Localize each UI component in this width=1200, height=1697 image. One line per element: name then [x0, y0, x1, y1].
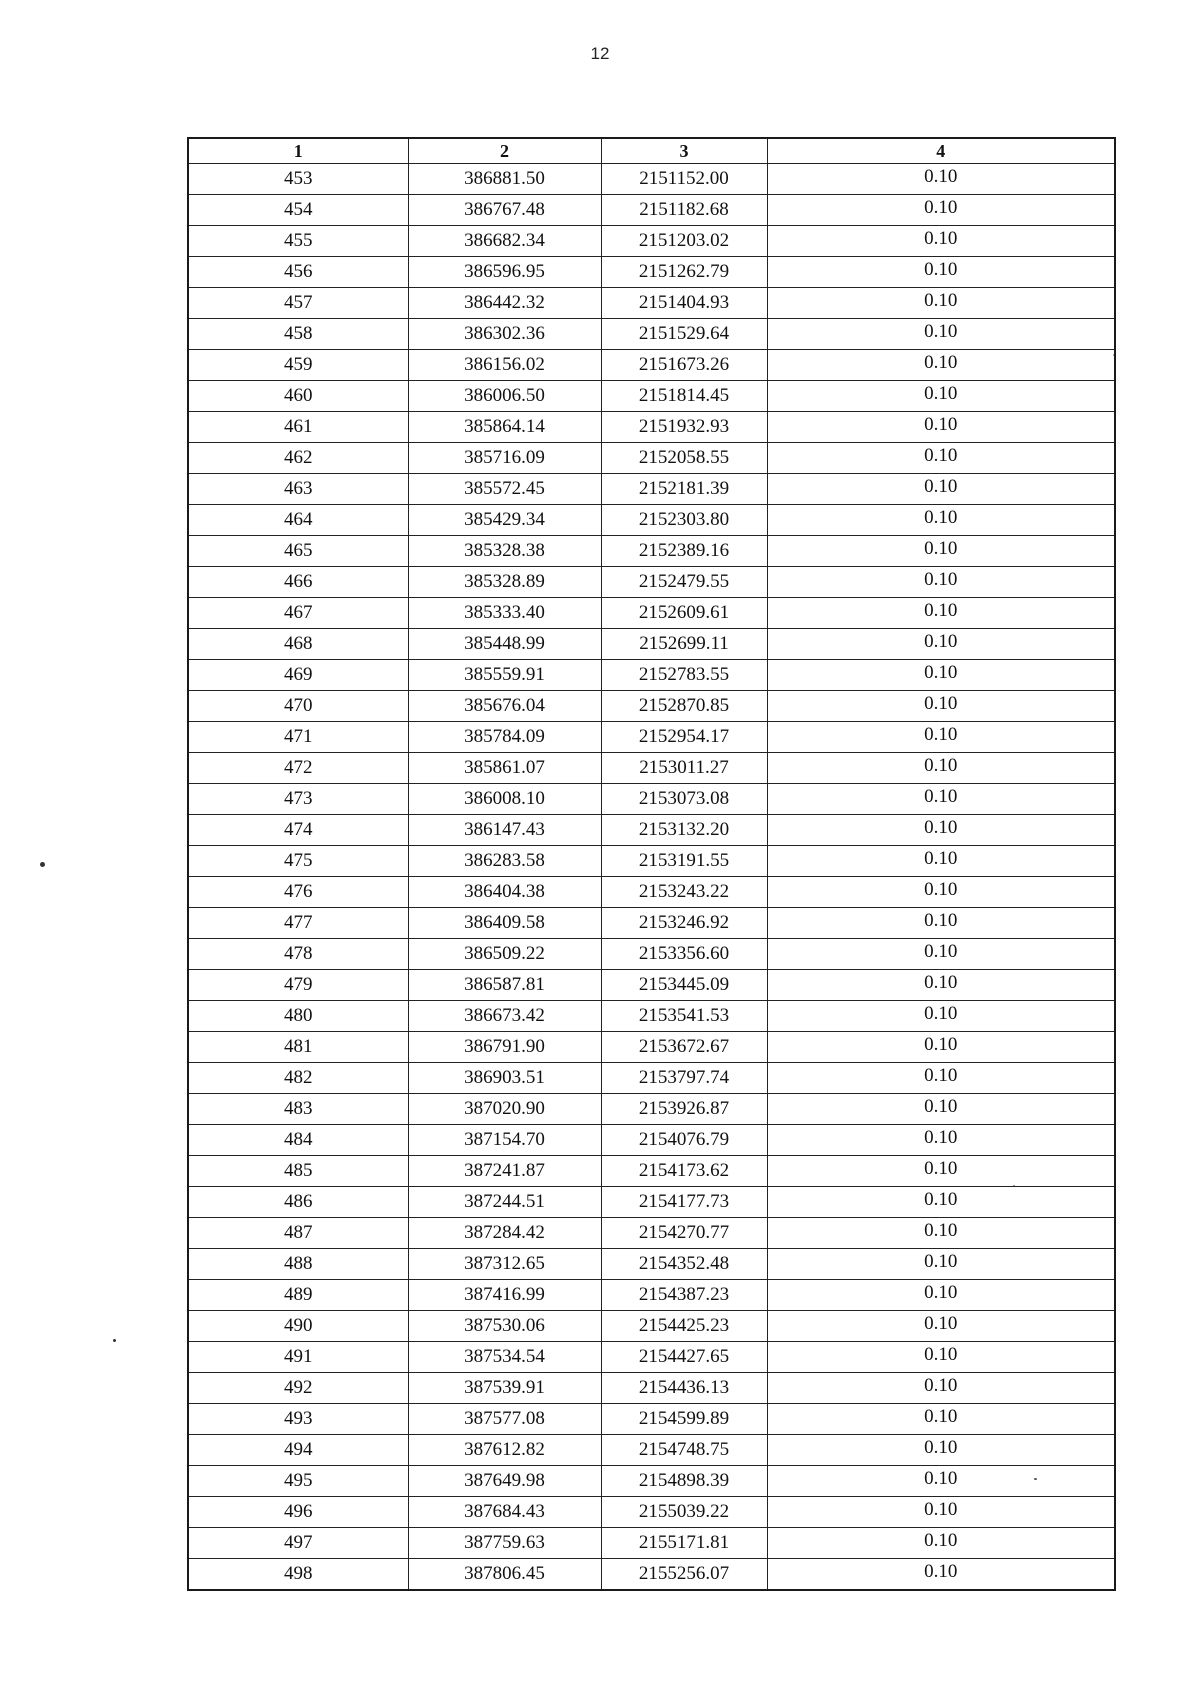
- table-row: [188, 1342, 1115, 1373]
- value-cell: 0.10: [767, 164, 1115, 195]
- point-number-cell: 464: [188, 505, 408, 536]
- value-cell: 0.10: [767, 567, 1115, 598]
- coordinate-x-cell: 385333.40: [408, 598, 601, 629]
- point-number-cell: 490: [188, 1311, 408, 1342]
- coordinate-y-cell: 2152609.61: [601, 598, 767, 629]
- table-row: [188, 1063, 1115, 1094]
- value-cell: 0.10: [767, 908, 1115, 939]
- point-number-cell: 494: [188, 1435, 408, 1466]
- value-cell: 0.10: [767, 257, 1115, 288]
- coordinate-x-cell: 387612.82: [408, 1435, 601, 1466]
- value-cell: 0.10: [767, 1528, 1115, 1559]
- coordinate-y-cell: 2155039.22: [601, 1497, 767, 1528]
- table-row: [188, 815, 1115, 846]
- table-row: [188, 505, 1115, 536]
- point-number-cell: 497: [188, 1528, 408, 1559]
- coordinate-y-cell: 2151404.93: [601, 288, 767, 319]
- point-number-cell: 473: [188, 784, 408, 815]
- coordinate-x-cell: 387577.08: [408, 1404, 601, 1435]
- value-cell: 0.10: [767, 1187, 1115, 1218]
- value-cell: 0.10: [767, 722, 1115, 753]
- coordinate-y-cell: 2154436.13: [601, 1373, 767, 1404]
- point-number-cell: 484: [188, 1125, 408, 1156]
- point-number-cell: 487: [188, 1218, 408, 1249]
- coordinate-x-cell: 385328.89: [408, 567, 601, 598]
- coordinate-y-cell: 2152783.55: [601, 660, 767, 691]
- value-cell: 0.10: [767, 1249, 1115, 1280]
- value-cell: 0.10: [767, 970, 1115, 1001]
- point-number-cell: 457: [188, 288, 408, 319]
- coordinate-x-cell: 386881.50: [408, 164, 601, 195]
- table-header: [188, 138, 1115, 164]
- coordinate-x-cell: 387534.54: [408, 1342, 601, 1373]
- point-number-cell: 460: [188, 381, 408, 412]
- coordinate-y-cell: 2152870.85: [601, 691, 767, 722]
- coordinate-y-cell: 2152303.80: [601, 505, 767, 536]
- point-number-cell: 458: [188, 319, 408, 350]
- coordinate-x-cell: 386791.90: [408, 1032, 601, 1063]
- coordinate-x-cell: 387806.45: [408, 1559, 601, 1591]
- table-row: [188, 1528, 1115, 1559]
- coordinate-y-cell: 2152058.55: [601, 443, 767, 474]
- coordinate-x-cell: 386442.32: [408, 288, 601, 319]
- table-row: [188, 1001, 1115, 1032]
- coordinate-y-cell: 2151932.93: [601, 412, 767, 443]
- value-cell: 0.10: [767, 877, 1115, 908]
- coordinate-y-cell: 2151529.64: [601, 319, 767, 350]
- point-number-cell: 467: [188, 598, 408, 629]
- table-row: [188, 970, 1115, 1001]
- point-number-cell: 456: [188, 257, 408, 288]
- value-cell: 0.10: [767, 691, 1115, 722]
- coordinate-y-cell: 2152389.16: [601, 536, 767, 567]
- point-number-cell: 498: [188, 1559, 408, 1591]
- value-cell: 0.10: [767, 1466, 1115, 1497]
- point-number-cell: 488: [188, 1249, 408, 1280]
- value-cell: 0.10: [767, 536, 1115, 567]
- coordinate-x-cell: 387154.70: [408, 1125, 601, 1156]
- point-number-cell: 466: [188, 567, 408, 598]
- coordinate-y-cell: 2153356.60: [601, 939, 767, 970]
- coordinate-x-cell: 385861.07: [408, 753, 601, 784]
- coordinate-y-cell: 2153011.27: [601, 753, 767, 784]
- point-number-cell: 483: [188, 1094, 408, 1125]
- coordinate-x-cell: 386008.10: [408, 784, 601, 815]
- coordinate-y-cell: 2154270.77: [601, 1218, 767, 1249]
- point-number-cell: 481: [188, 1032, 408, 1063]
- coordinate-x-cell: 387759.63: [408, 1528, 601, 1559]
- value-cell: 0.10: [767, 443, 1115, 474]
- coordinate-x-cell: 386509.22: [408, 939, 601, 970]
- coordinate-x-cell: 386587.81: [408, 970, 601, 1001]
- coordinate-y-cell: 2151814.45: [601, 381, 767, 412]
- scan-speck: [113, 1339, 116, 1342]
- coordinate-y-cell: 2154425.23: [601, 1311, 767, 1342]
- value-cell: 0.10: [767, 1094, 1115, 1125]
- value-cell: 0.10: [767, 1125, 1115, 1156]
- point-number-cell: 491: [188, 1342, 408, 1373]
- point-number-cell: 470: [188, 691, 408, 722]
- point-number-cell: 479: [188, 970, 408, 1001]
- coordinate-y-cell: 2154599.89: [601, 1404, 767, 1435]
- point-number-cell: 472: [188, 753, 408, 784]
- point-number-cell: 486: [188, 1187, 408, 1218]
- coordinate-x-cell: 387649.98: [408, 1466, 601, 1497]
- coordinate-y-cell: 2151203.02: [601, 226, 767, 257]
- coordinate-x-cell: 385429.34: [408, 505, 601, 536]
- point-number-cell: 492: [188, 1373, 408, 1404]
- value-cell: 0.10: [767, 1311, 1115, 1342]
- table-row: [188, 226, 1115, 257]
- point-number-cell: 477: [188, 908, 408, 939]
- coordinate-y-cell: 2155171.81: [601, 1528, 767, 1559]
- coordinate-x-cell: 385559.91: [408, 660, 601, 691]
- point-number-cell: 462: [188, 443, 408, 474]
- table-row: [188, 660, 1115, 691]
- value-cell: 0.10: [767, 1559, 1115, 1591]
- coordinate-y-cell: 2151262.79: [601, 257, 767, 288]
- value-cell: 0.10: [767, 505, 1115, 536]
- table-row: [188, 257, 1115, 288]
- coordinate-y-cell: 2153445.09: [601, 970, 767, 1001]
- coordinate-y-cell: 2153073.08: [601, 784, 767, 815]
- coordinate-y-cell: 2155256.07: [601, 1559, 767, 1591]
- coordinate-y-cell: 2153926.87: [601, 1094, 767, 1125]
- value-cell: 0.10: [767, 660, 1115, 691]
- table-row: [188, 722, 1115, 753]
- point-number-cell: 496: [188, 1497, 408, 1528]
- value-cell: 0.10: [767, 288, 1115, 319]
- coordinate-y-cell: 2153246.92: [601, 908, 767, 939]
- table-row: [188, 474, 1115, 505]
- coordinate-x-cell: 386156.02: [408, 350, 601, 381]
- coordinate-y-cell: 2154387.23: [601, 1280, 767, 1311]
- coordinate-y-cell: 2154898.39: [601, 1466, 767, 1497]
- table-row: [188, 1156, 1115, 1187]
- coordinate-y-cell: 2152479.55: [601, 567, 767, 598]
- column-header-2: 2: [408, 138, 601, 164]
- table-row: [188, 1218, 1115, 1249]
- table-row: [188, 1559, 1115, 1591]
- coordinate-y-cell: 2153243.22: [601, 877, 767, 908]
- column-header-1: 1: [188, 138, 408, 164]
- coordinate-x-cell: 386302.36: [408, 319, 601, 350]
- coordinate-x-cell: 387416.99: [408, 1280, 601, 1311]
- table-row: [188, 629, 1115, 660]
- coordinate-x-cell: 385448.99: [408, 629, 601, 660]
- table-row: [188, 381, 1115, 412]
- column-header-4: 4: [767, 138, 1115, 164]
- value-cell: 0.10: [767, 195, 1115, 226]
- value-cell: 0.10: [767, 846, 1115, 877]
- coordinate-x-cell: 387020.90: [408, 1094, 601, 1125]
- table-row: [188, 1404, 1115, 1435]
- header-row: [188, 138, 1115, 164]
- table-row: [188, 1373, 1115, 1404]
- coordinate-x-cell: 385572.45: [408, 474, 601, 505]
- coordinate-x-cell: 387284.42: [408, 1218, 601, 1249]
- coordinate-x-cell: 386283.58: [408, 846, 601, 877]
- coordinate-y-cell: 2151673.26: [601, 350, 767, 381]
- table-row: [188, 753, 1115, 784]
- table-row: [188, 1466, 1115, 1497]
- value-cell: 0.10: [767, 784, 1115, 815]
- table-row: [188, 350, 1115, 381]
- value-cell: 0.10: [767, 1373, 1115, 1404]
- coordinate-y-cell: 2152699.11: [601, 629, 767, 660]
- point-number-cell: 469: [188, 660, 408, 691]
- coordinate-y-cell: 2154173.62: [601, 1156, 767, 1187]
- coordinate-x-cell: 385716.09: [408, 443, 601, 474]
- table-row: [188, 1187, 1115, 1218]
- table-row: [188, 195, 1115, 226]
- value-cell: 0.10: [767, 1435, 1115, 1466]
- point-number-cell: 471: [188, 722, 408, 753]
- table-row: [188, 164, 1115, 195]
- value-cell: 0.10: [767, 1280, 1115, 1311]
- value-cell: 0.10: [767, 412, 1115, 443]
- table-body: [188, 164, 1115, 1591]
- coordinate-y-cell: 2153191.55: [601, 846, 767, 877]
- value-cell: 0.10: [767, 381, 1115, 412]
- value-cell: 0.10: [767, 629, 1115, 660]
- value-cell: 0.10: [767, 1063, 1115, 1094]
- point-number-cell: 495: [188, 1466, 408, 1497]
- table-row: [188, 1094, 1115, 1125]
- table-row: [188, 288, 1115, 319]
- point-number-cell: 475: [188, 846, 408, 877]
- table-row: [188, 567, 1115, 598]
- value-cell: 0.10: [767, 1497, 1115, 1528]
- coordinate-x-cell: 385864.14: [408, 412, 601, 443]
- point-number-cell: 459: [188, 350, 408, 381]
- table-row: [188, 691, 1115, 722]
- table-row: [188, 1497, 1115, 1528]
- table-row: [188, 908, 1115, 939]
- table-row: [188, 1125, 1115, 1156]
- coordinate-y-cell: 2154352.48: [601, 1249, 767, 1280]
- point-number-cell: 493: [188, 1404, 408, 1435]
- point-number-cell: 453: [188, 164, 408, 195]
- point-number-cell: 489: [188, 1280, 408, 1311]
- coordinate-y-cell: 2151152.00: [601, 164, 767, 195]
- value-cell: 0.10: [767, 1404, 1115, 1435]
- coordinate-y-cell: 2154748.75: [601, 1435, 767, 1466]
- coordinate-x-cell: 386673.42: [408, 1001, 601, 1032]
- point-number-cell: 463: [188, 474, 408, 505]
- point-number-cell: 454: [188, 195, 408, 226]
- table-row: [188, 846, 1115, 877]
- value-cell: 0.10: [767, 1342, 1115, 1373]
- point-number-cell: 461: [188, 412, 408, 443]
- table-row: [188, 598, 1115, 629]
- value-cell: 0.10: [767, 1032, 1115, 1063]
- table-row: [188, 1032, 1115, 1063]
- value-cell: 0.10: [767, 939, 1115, 970]
- coordinate-y-cell: 2153541.53: [601, 1001, 767, 1032]
- value-cell: 0.10: [767, 815, 1115, 846]
- value-cell: 0.10: [767, 319, 1115, 350]
- coordinate-x-cell: 387539.91: [408, 1373, 601, 1404]
- column-header-3: 3: [601, 138, 767, 164]
- coordinate-x-cell: 387684.43: [408, 1497, 601, 1528]
- coordinate-y-cell: 2152954.17: [601, 722, 767, 753]
- table-row: [188, 877, 1115, 908]
- table-row: [188, 1435, 1115, 1466]
- value-cell: 0.10: [767, 1218, 1115, 1249]
- coordinates-table: [187, 137, 1116, 1591]
- coordinate-x-cell: 386767.48: [408, 195, 601, 226]
- coordinate-x-cell: 385784.09: [408, 722, 601, 753]
- table-row: [188, 1311, 1115, 1342]
- value-cell: 0.10: [767, 350, 1115, 381]
- value-cell: 0.10: [767, 474, 1115, 505]
- table-row: [188, 536, 1115, 567]
- coordinate-x-cell: 385676.04: [408, 691, 601, 722]
- coordinate-y-cell: 2151182.68: [601, 195, 767, 226]
- point-number-cell: 480: [188, 1001, 408, 1032]
- point-number-cell: 468: [188, 629, 408, 660]
- coordinate-x-cell: 385328.38: [408, 536, 601, 567]
- point-number-cell: 485: [188, 1156, 408, 1187]
- coordinate-x-cell: 386409.58: [408, 908, 601, 939]
- coordinate-x-cell: 387244.51: [408, 1187, 601, 1218]
- table-row: [188, 319, 1115, 350]
- coordinate-y-cell: 2152181.39: [601, 474, 767, 505]
- coordinate-x-cell: 386596.95: [408, 257, 601, 288]
- coordinate-x-cell: 386006.50: [408, 381, 601, 412]
- value-cell: 0.10: [767, 1001, 1115, 1032]
- page-number: 12: [590, 44, 610, 63]
- coordinate-x-cell: 387241.87: [408, 1156, 601, 1187]
- coordinate-y-cell: 2154076.79: [601, 1125, 767, 1156]
- value-cell: 0.10: [767, 598, 1115, 629]
- coordinate-y-cell: 2153132.20: [601, 815, 767, 846]
- coordinate-y-cell: 2154427.65: [601, 1342, 767, 1373]
- coordinate-x-cell: 387312.65: [408, 1249, 601, 1280]
- point-number-cell: 476: [188, 877, 408, 908]
- value-cell: 0.10: [767, 1156, 1115, 1187]
- scan-speck: [40, 862, 45, 867]
- table-row: [188, 412, 1115, 443]
- coordinate-x-cell: 386903.51: [408, 1063, 601, 1094]
- table-row: [188, 784, 1115, 815]
- coordinate-y-cell: 2154177.73: [601, 1187, 767, 1218]
- coordinate-x-cell: 386147.43: [408, 815, 601, 846]
- point-number-cell: 474: [188, 815, 408, 846]
- value-cell: 0.10: [767, 226, 1115, 257]
- table-row: [188, 939, 1115, 970]
- value-cell: 0.10: [767, 753, 1115, 784]
- coordinate-y-cell: 2153672.67: [601, 1032, 767, 1063]
- table-row: [188, 1280, 1115, 1311]
- point-number-cell: 478: [188, 939, 408, 970]
- coordinate-x-cell: 387530.06: [408, 1311, 601, 1342]
- point-number-cell: 465: [188, 536, 408, 567]
- coordinate-x-cell: 386682.34: [408, 226, 601, 257]
- point-number-cell: 482: [188, 1063, 408, 1094]
- coordinate-y-cell: 2153797.74: [601, 1063, 767, 1094]
- table-row: [188, 443, 1115, 474]
- table-row: [188, 1249, 1115, 1280]
- point-number-cell: 455: [188, 226, 408, 257]
- coordinate-x-cell: 386404.38: [408, 877, 601, 908]
